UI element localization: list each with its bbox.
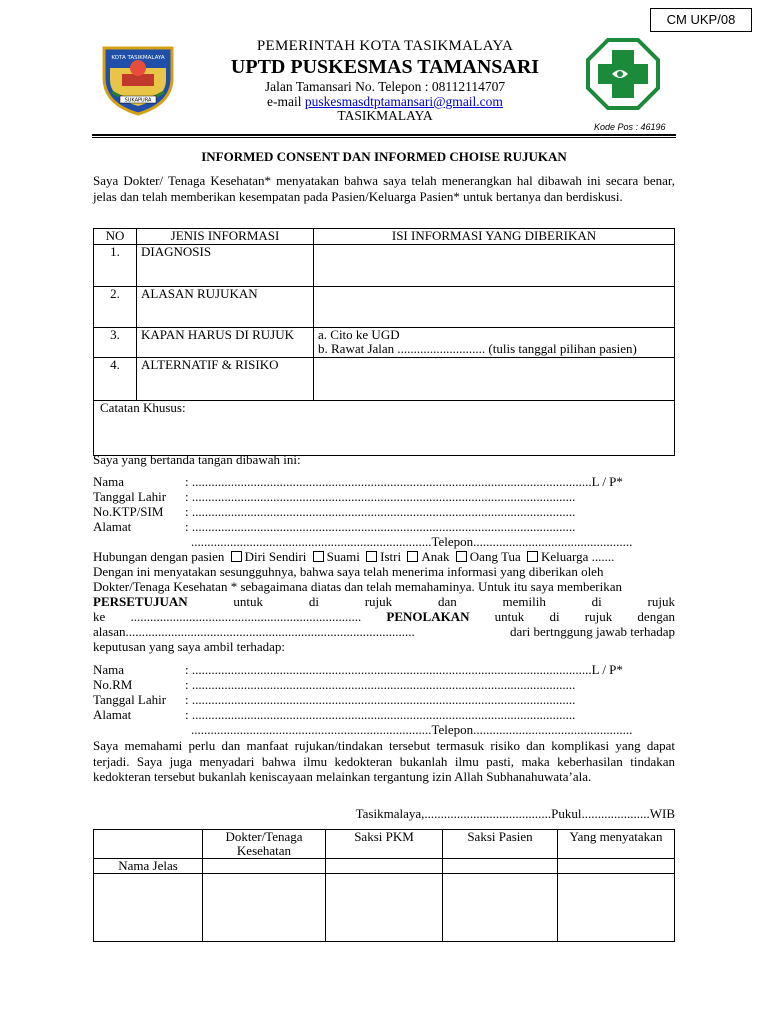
- row-no: 2.: [94, 286, 137, 327]
- row-isi-field[interactable]: [314, 244, 675, 286]
- form-code-box: CM UKP/08: [650, 8, 752, 32]
- postal-code: Kode Pos : 46196: [594, 122, 666, 132]
- persetujuan-word: PERSETUJUAN: [93, 594, 188, 609]
- hubungan-label: Hubungan dengan pasien: [93, 549, 225, 564]
- table-row: [94, 357, 675, 400]
- row-no: 4.: [94, 357, 137, 400]
- col-header-isi: ISI INFORMASI YANG DIBERIKAN: [314, 229, 675, 245]
- option-label: Suami: [326, 549, 360, 564]
- signature-field[interactable]: [203, 874, 326, 942]
- field-alamat[interactable]: [93, 519, 675, 534]
- option-label: Diri Sendiri: [244, 549, 307, 564]
- patient-field-telepon[interactable]: ..........................................................................Telepon.................................................: [191, 722, 633, 737]
- sig-row-label: Nama Jelas: [94, 859, 203, 874]
- signature-field[interactable]: [558, 874, 675, 942]
- word: memilih: [502, 594, 546, 609]
- sig-row-empty: [94, 874, 203, 942]
- signature-field[interactable]: [443, 874, 558, 942]
- field-label: Tanggal Lahir: [93, 692, 167, 707]
- consent-alasan-line: [93, 624, 675, 639]
- checkbox-diri-sendiri[interactable]: [231, 551, 242, 562]
- field-dots: : ......................................................................................................................: [185, 519, 576, 534]
- word: rujuk: [364, 594, 393, 609]
- word: rujuk: [584, 609, 613, 624]
- row-jenis: KAPAN HARUS DI RUJUK: [137, 327, 314, 357]
- table-row: [94, 244, 675, 286]
- rujuk-destination-field[interactable]: .......................................................................: [130, 609, 362, 624]
- field-dots: : ......................................................................................................................: [185, 504, 576, 519]
- field-telepon[interactable]: ..........................................................................Telepon.................................................: [191, 534, 633, 549]
- field-tanggal-lahir[interactable]: [93, 489, 675, 504]
- col-header-no: NO: [94, 229, 137, 245]
- word: ke: [93, 609, 106, 624]
- field-dots: : ...........................................................................................................................L / P*: [185, 474, 623, 489]
- header-city: TASIKMALAYA: [337, 108, 433, 123]
- patient-field-alamat[interactable]: [93, 707, 675, 722]
- field-dots: : ......................................................................................................................: [185, 489, 576, 504]
- city-emblem-logo: [98, 38, 178, 118]
- sig-header-yang-menyatakan: Yang menyatakan: [558, 830, 675, 859]
- email-link[interactable]: puskesmasdtptamansari@gmail.com: [304, 94, 503, 109]
- hubungan-line: [93, 549, 675, 564]
- logo-bottom-text: SUKAPURA: [124, 97, 152, 104]
- option-label: Istri: [380, 549, 402, 564]
- patient-field-rm[interactable]: [93, 677, 675, 692]
- option-label: Anak: [421, 549, 450, 564]
- intro-paragraph: Saya Dokter/ Tenaga Kesehatan* menyatakan bahwa saya telah menerangkan hal dibawah ini secara benar, jelas dan telah memberikan kesempatan pada Pasien/Keluarga Pasien* untuk bertanya dan berdiskusi.: [93, 173, 675, 204]
- checkbox-istri[interactable]: [366, 551, 377, 562]
- field-dots: : ......................................................................................................................: [185, 677, 576, 692]
- email-prefix: e-mail: [267, 94, 305, 109]
- header-divider: [92, 134, 676, 138]
- alasan-field[interactable]: alasan.........................................................................................: [93, 624, 415, 639]
- sig-header-saksi-pasien: Saksi Pasien: [443, 830, 558, 859]
- consent-line1: Dengan ini menyatakan sesungguhnya, bahwa saya telah menerima informasi yang diberikan oleh: [93, 564, 604, 579]
- logo-top-text: KOTA TASIKMALAYA: [111, 55, 165, 61]
- sig-name-field[interactable]: [443, 859, 558, 874]
- field-label: Alamat: [93, 519, 132, 534]
- form-title: INFORMED CONSENT DAN INFORMED CHOISE RUJUKAN: [201, 149, 567, 164]
- field-label: No.KTP/SIM: [93, 504, 164, 519]
- closing-paragraph: Saya memahami perlu dan manfaat rujukan/tindakan tersebut termasuk risiko dan komplikasi yang dapat terjadi. Saya juga menyadari bahwa ilmu kedokteran bukanlah ilmu pasti, maka keberhasilan tindakan kedokteran tersebut bukanlah keniscayaan melainkan tergantung izin Allah Subhanahuwata’ala.: [93, 738, 675, 784]
- header-government: PEMERINTAH KOTA TASIKMALAYA: [256, 38, 514, 54]
- row-jenis: ALTERNATIF & RISIKO: [137, 357, 314, 400]
- signer-intro: Saya yang bertanda tangan dibawah ini:: [93, 452, 301, 467]
- field-label: No.RM: [93, 677, 133, 692]
- row-isi-field[interactable]: [314, 286, 675, 327]
- row-no: 3.: [94, 327, 137, 357]
- sig-header-saksi-pkm: Saksi PKM: [326, 830, 443, 859]
- col-header-jenis: JENIS INFORMASI: [137, 229, 314, 245]
- patient-field-tanggal-lahir[interactable]: [93, 692, 675, 707]
- word: dan: [437, 594, 457, 609]
- field-dots: : ...........................................................................................................................L / P*: [185, 662, 623, 677]
- place-date-line[interactable]: Tasikmalaya,.......................................Pukul.....................WIB: [355, 806, 675, 821]
- sig-name-field[interactable]: [326, 859, 443, 874]
- option-rawat-jalan: b. Rawat Jalan ........................... (tulis tanggal pilihan pasien): [318, 341, 637, 356]
- consent-line4: [93, 609, 675, 624]
- row-no: 1.: [94, 244, 137, 286]
- sig-name-field[interactable]: [558, 859, 675, 874]
- word: di: [591, 594, 602, 609]
- row-jenis: DIAGNOSIS: [137, 244, 314, 286]
- row-isi-field[interactable]: [314, 357, 675, 400]
- signature-field[interactable]: [326, 874, 443, 942]
- field-dots: : ......................................................................................................................: [185, 692, 576, 707]
- signature-table: [93, 829, 675, 942]
- field-nama[interactable]: [93, 474, 675, 489]
- option-cito: a. Cito ke UGD: [318, 326, 400, 342]
- penolakan-word: PENOLAKAN: [386, 609, 470, 624]
- consent-line5: keputusan yang saya ambil terhadap:: [93, 639, 286, 654]
- field-ktp-sim[interactable]: [93, 504, 675, 519]
- word: dengan: [637, 609, 675, 624]
- option-label: Oang Tua: [469, 549, 521, 564]
- word: di: [549, 609, 560, 624]
- catatan-khusus-field[interactable]: [94, 400, 675, 455]
- row-jenis: ALASAN RUJUKAN: [137, 286, 314, 327]
- checkbox-keluarga[interactable]: [527, 551, 538, 562]
- word: untuk: [233, 594, 264, 609]
- table-row: [94, 327, 675, 357]
- option-label: Keluarga .......: [540, 549, 615, 564]
- sig-name-field[interactable]: [203, 859, 326, 874]
- checkbox-suami[interactable]: [313, 551, 324, 562]
- puskesmas-logo: [586, 38, 660, 110]
- sig-header-dokter: Dokter/Tenaga Kesehatan: [203, 830, 326, 859]
- field-label: Alamat: [93, 707, 132, 722]
- word: di: [308, 594, 319, 609]
- word: dari bertnggung jawab terhadap: [510, 624, 675, 639]
- header-puskesmas: UPTD PUSKESMAS TAMANSARI: [230, 56, 540, 78]
- consent-line2: Dokter/Tenaga Kesehatan * sebagaimana diatas dan telah memahaminya. Untuk itu saya memberikan: [93, 579, 623, 594]
- sig-corner: [94, 830, 203, 859]
- catatan-label: Catatan Khusus:: [100, 399, 186, 415]
- header-address: Jalan Tamansari No. Telepon : 08112114707: [264, 79, 506, 94]
- word: rujuk: [647, 594, 675, 609]
- patient-field-nama[interactable]: [93, 662, 675, 677]
- table-row: [94, 286, 675, 327]
- information-table: [93, 228, 675, 456]
- checkbox-anak[interactable]: [407, 551, 418, 562]
- field-label: Tanggal Lahir: [93, 489, 167, 504]
- field-label: Nama: [93, 474, 125, 489]
- checkbox-orang-tua[interactable]: [456, 551, 467, 562]
- field-label: Nama: [93, 662, 125, 677]
- word: untuk: [494, 609, 525, 624]
- consent-line3: [93, 594, 675, 609]
- field-dots: : ......................................................................................................................: [185, 707, 576, 722]
- row-isi-field[interactable]: [314, 327, 675, 357]
